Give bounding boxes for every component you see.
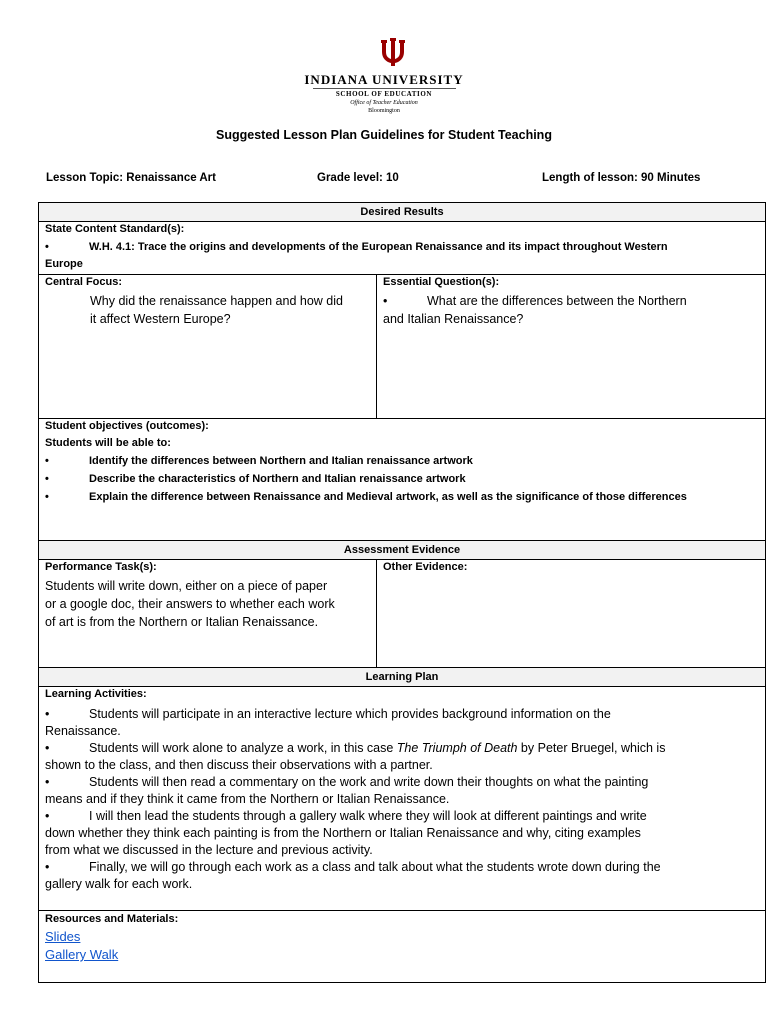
header-rule bbox=[313, 88, 456, 89]
standard-item: • W.H. 4.1: Trace the origins and developments of the European Renaissance and its impact throughout Western bbox=[45, 241, 668, 253]
slides-link[interactable]: Slides bbox=[45, 929, 81, 944]
desired-results-heading: Desired Results bbox=[39, 203, 765, 221]
school-name: SCHOOL OF EDUCATION bbox=[335, 90, 433, 98]
activity-item: • I will then lead the students through a gallery walk where they will look at different paintings and write down whether they think each painting is from the Northern or Italian Renaissance and why, citing examples from what we discussed in the lecture and previous activity. bbox=[45, 809, 647, 857]
activity-item: • Students will work alone to analyze a work, in this case The Triumph of Death by Peter Bruegel, which is shown to the class, and then discuss their observations with a partner. bbox=[45, 741, 666, 772]
objectives-intro: Students will be able to: bbox=[45, 437, 171, 449]
other-evidence-label: Other Evidence: bbox=[383, 561, 468, 573]
row-divider bbox=[39, 274, 765, 275]
row-divider bbox=[39, 559, 765, 560]
activity-item: • Students will then read a commentary on the work and write down their thoughts on what the painting means and if they think it came from the Northern or Italian Renaissance. bbox=[45, 775, 649, 806]
assessment-heading: Assessment Evidence bbox=[39, 541, 765, 559]
gallery-walk-link[interactable]: Gallery Walk bbox=[45, 947, 119, 962]
learning-activities-label: Learning Activities: bbox=[45, 688, 147, 700]
objective-item: • Describe the characteristics of Northern and Italian renaissance artwork bbox=[45, 473, 466, 485]
essential-question-text-2: and Italian Renaissance? bbox=[383, 312, 524, 326]
essential-question-label: Essential Question(s): bbox=[383, 276, 500, 288]
lesson-plan-table bbox=[38, 202, 766, 983]
standard-label: State Content Standard(s): bbox=[45, 223, 185, 235]
learning-activities-list bbox=[45, 706, 761, 893]
essential-question-text-1: • What are the differences between the Northern bbox=[383, 294, 687, 308]
lesson-topic: Lesson Topic: Renaissance Art bbox=[46, 172, 216, 184]
column-divider bbox=[376, 274, 377, 418]
iu-trident-logo bbox=[378, 36, 408, 66]
standard-item-cont: Europe bbox=[45, 258, 83, 270]
row-divider bbox=[39, 418, 765, 419]
university-name: INDIANA UNIVERSITY bbox=[304, 72, 464, 87]
document-title: Suggested Lesson Plan Guidelines for Student Teaching bbox=[216, 128, 552, 142]
performance-task-text-3: of art is from the Northern or Italian Renaissance. bbox=[45, 615, 319, 629]
row-divider bbox=[39, 686, 765, 687]
performance-task-label: Performance Task(s): bbox=[45, 561, 157, 573]
row-divider bbox=[39, 221, 765, 222]
grade-level: Grade level: 10 bbox=[317, 172, 399, 184]
learning-plan-heading: Learning Plan bbox=[39, 668, 765, 686]
central-focus-text-2: it affect Western Europe? bbox=[90, 312, 231, 326]
row-divider bbox=[39, 910, 765, 911]
office-name: Office of Teacher Education bbox=[350, 100, 418, 106]
column-divider bbox=[376, 559, 377, 668]
campus-city: Bloomington bbox=[368, 108, 400, 114]
central-focus-text-1: Why did the renaissance happen and how did bbox=[90, 294, 343, 308]
performance-task-text-2: or a google doc, their answers to whether each work bbox=[45, 597, 335, 611]
objective-item: • Identify the differences between Northern and Italian renaissance artwork bbox=[45, 455, 473, 467]
lesson-length: Length of lesson: 90 Minutes bbox=[542, 172, 701, 184]
objective-item: • Explain the difference between Renaissance and Medieval artwork, as well as the significance of those differences bbox=[45, 491, 687, 503]
activity-item: • Finally, we will go through each work as a class and talk about what the students wrote down during the gallery walk for each work. bbox=[45, 860, 661, 891]
performance-task-text-1: Students will write down, either on a piece of paper bbox=[45, 579, 328, 593]
objectives-label: Student objectives (outcomes): bbox=[45, 420, 209, 432]
central-focus-label: Central Focus: bbox=[45, 276, 123, 288]
activity-item: • Students will participate in an interactive lecture which provides background information on the Renaissance. bbox=[45, 707, 611, 738]
resources-label: Resources and Materials: bbox=[45, 913, 179, 925]
